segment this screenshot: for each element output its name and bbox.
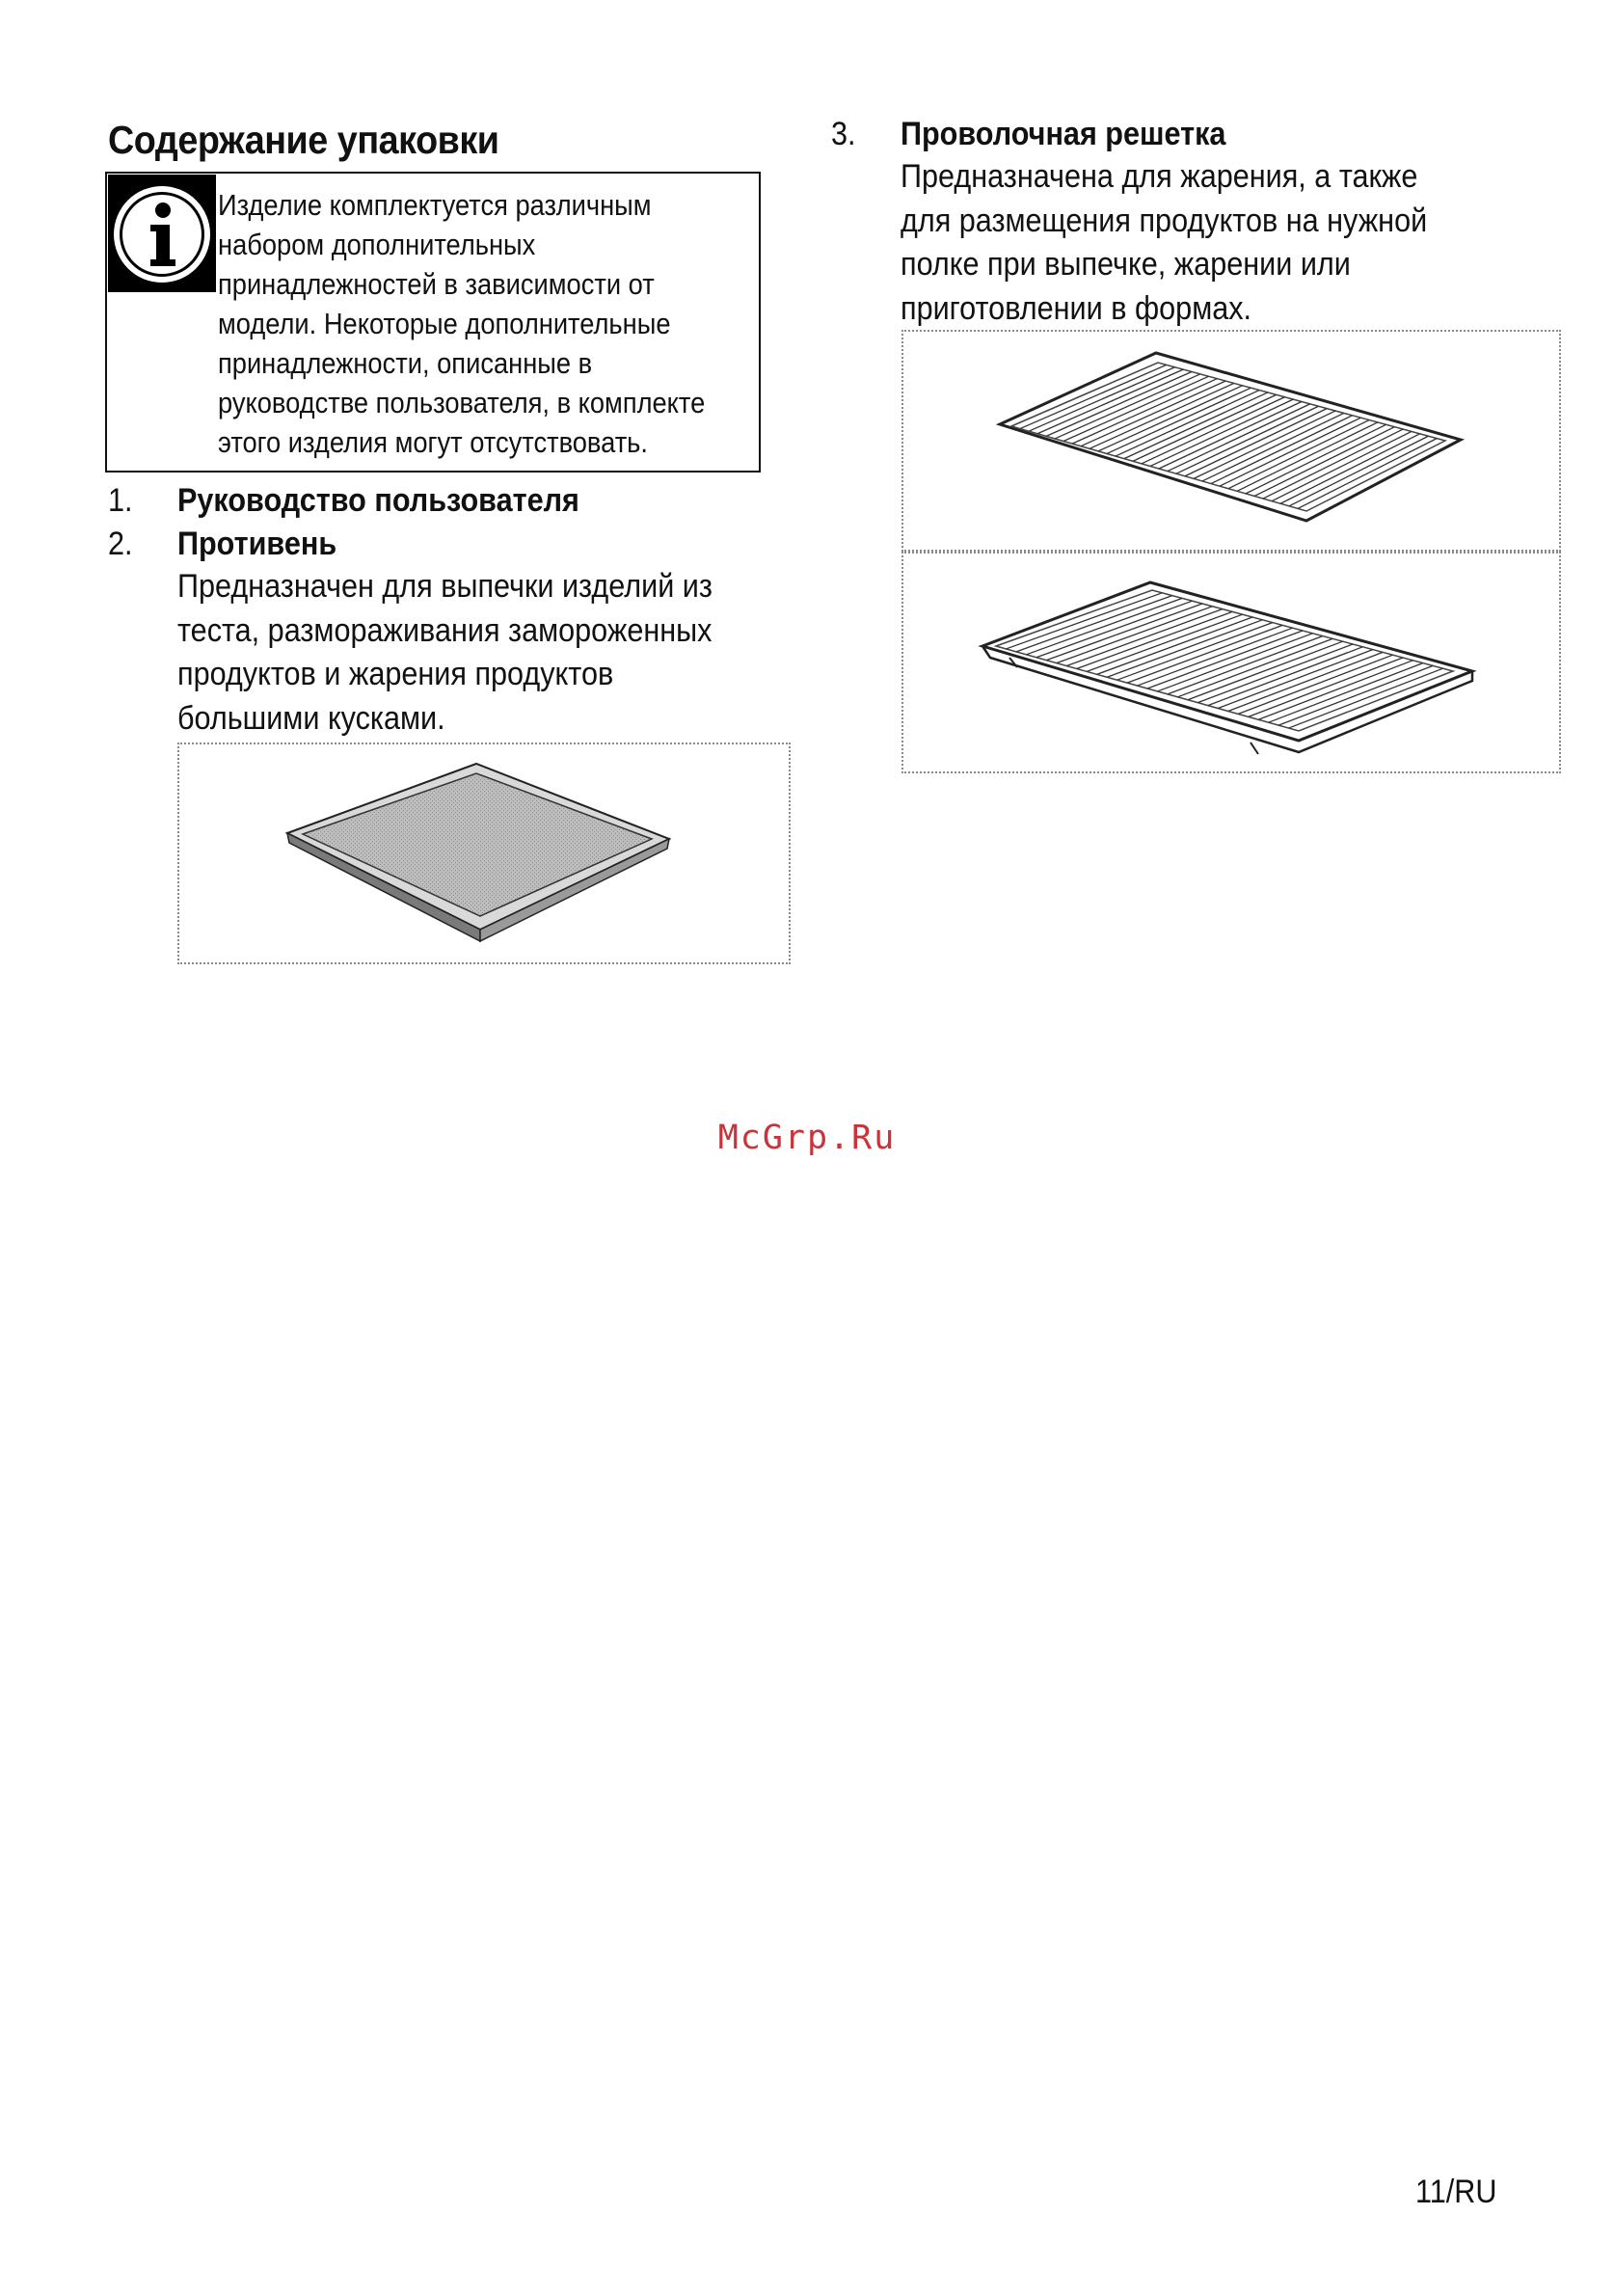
item-3-title: Проволочная решетка (901, 116, 1226, 152)
description-line: приготовлении в формах. (901, 289, 1252, 327)
wire-grill-raised-illustration (901, 552, 1561, 773)
description-line: Предназначена для жарения, а также (901, 158, 1418, 195)
item-2-description (177, 565, 713, 741)
note-line: модели. Некоторые дополнительные (218, 307, 671, 340)
item-2-title: Противень (177, 526, 337, 562)
item-2-number: 2. (108, 526, 133, 562)
item-1-number: 1. (108, 482, 133, 519)
section-title: Содержание упаковки (108, 118, 499, 162)
description-line: для размещения продуктов на нужной (901, 202, 1428, 239)
description-line: полке при выпечке, жарении или (901, 246, 1351, 283)
item-3-description (901, 155, 1427, 331)
description-line: Предназначен для выпечки изделий из (177, 568, 713, 605)
note-line: принадлежностей в зависимости от (218, 267, 655, 301)
note-line: принадлежности, описанные в (218, 346, 593, 380)
note-text (218, 185, 727, 462)
note-line: Изделие комплектуется различным (218, 188, 652, 222)
baking-tray-illustration (177, 743, 791, 964)
description-line: большими кусками. (177, 699, 445, 737)
watermark: McGrp.Ru (717, 1119, 897, 1157)
page-number: 11/RU (1415, 2174, 1497, 2210)
note-line: этого изделия могут отсутствовать. (218, 425, 648, 459)
wire-grill-flat-illustration (901, 330, 1561, 552)
note-line: руководстве пользователя, в комплекте (218, 386, 706, 419)
item-1-title: Руководство пользователя (177, 482, 579, 519)
item-3-number: 3. (831, 116, 856, 152)
info-icon (108, 175, 216, 292)
description-line: продуктов и жарения продуктов (177, 656, 614, 692)
note-line: набором дополнительных (218, 228, 536, 261)
description-line: теста, размораживания замороженных (177, 611, 713, 649)
